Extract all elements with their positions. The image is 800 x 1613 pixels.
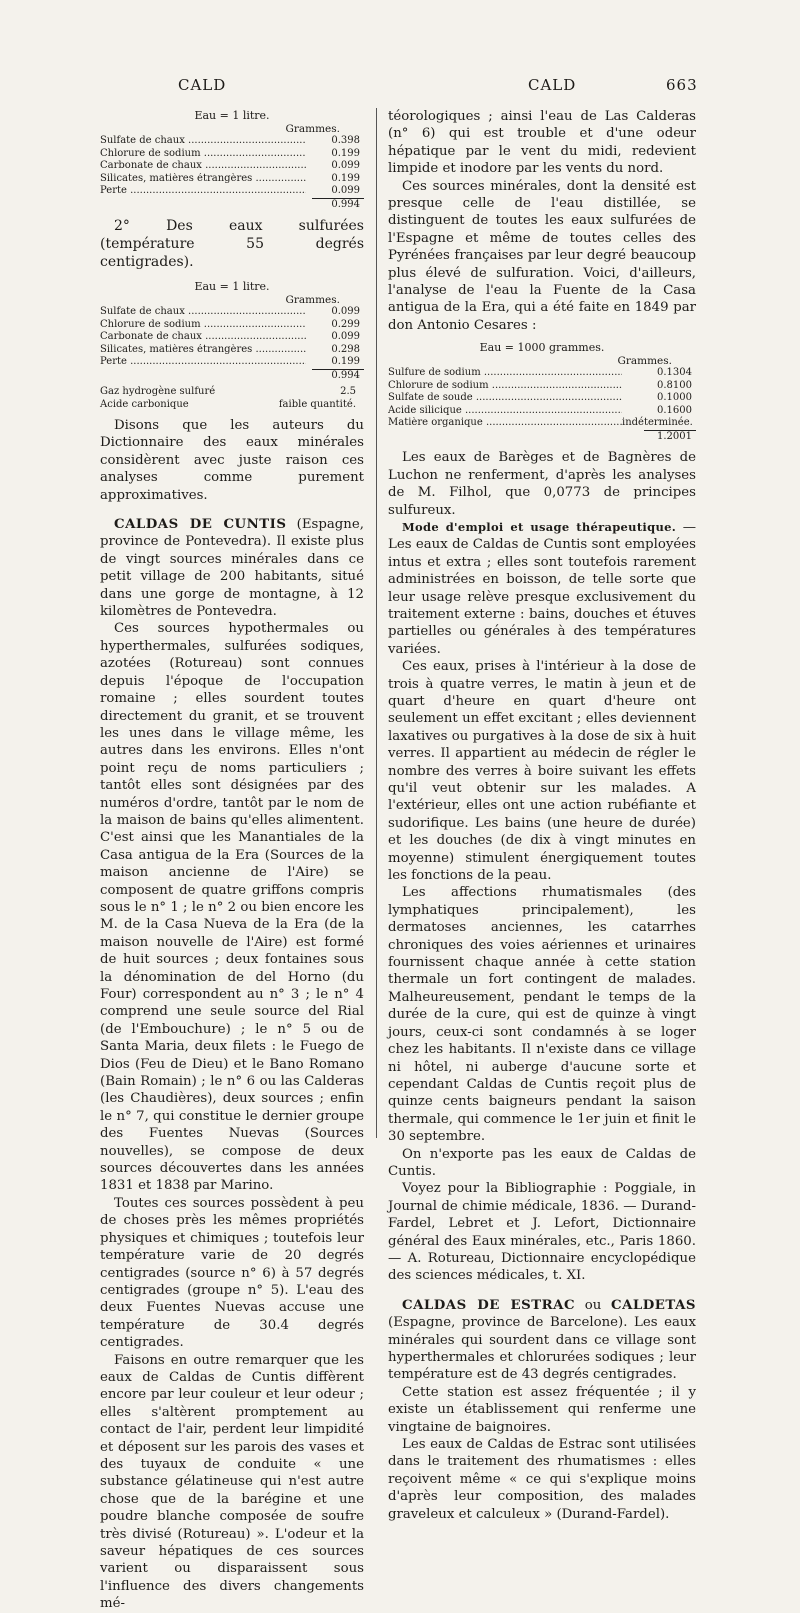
table-unit: Grammes. xyxy=(617,354,672,367)
table-row: Perte ..... 0.199 xyxy=(100,356,364,369)
table-row: Carbonate de chaux ..... 0.099 xyxy=(100,331,364,344)
page-number: 663 xyxy=(666,76,698,94)
table-row: Silicates, matières étrangères ..... 0.199 xyxy=(100,173,364,186)
table-row: Sulfate de soude ..... 0.1000 xyxy=(388,392,696,405)
paragraph-toutes: Toutes ces sources possèdent à peu de choses près les mêmes propriétés physiques et chimiques ; toutefois leur température varie de 20 degrés centigrades (source n° 6) à 57 degrés centigrades (groupe n° 5). L'eau des deux Fuentes Nuevas accuse une température de 30.4 degrés centigrades. xyxy=(100,1195,364,1351)
paragraph-estrac-intro: CALDAS DE ESTRAC ou CALDETAS (Espagne, province de Barcelone). Les eaux minérales qui sourdent dans ce village sont hyperthermales et chlorurées sodiques ; leur température est de 43 degrés centigrades. xyxy=(388,1297,697,1383)
table-row: Chlorure de sodium ..... 0.299 xyxy=(100,319,364,332)
paragraph-sulfurees: 2° Des eaux sulfurées (température 55 degrés centigrades). xyxy=(100,218,364,270)
table-row: Carbonate de chaux ..... 0.099 xyxy=(100,160,364,173)
analysis-table-2 xyxy=(100,281,364,411)
table-row: Perte ..... 0.099 xyxy=(100,185,364,198)
table-total: 1.2001 xyxy=(388,430,696,444)
paragraph-exporte: On n'exporte pas les eaux de Caldas de Cuntis. xyxy=(388,1146,696,1179)
paragraph-continuation: téorologiques ; ainsi l'eau de Las Calderas (n° 6) qui est trouble et d'une odeur hépatique par le vent du midi, redevient limpide et inodore par les vents du nord. xyxy=(388,109,696,177)
table-total: 0.994 xyxy=(100,198,364,212)
paragraph-faisons: Faisons en outre remarquer que les eaux de Caldas de Cuntis diffèrent encore par leur couleur et leur odeur ; elles s'altèrent promptement au contact de l'air, perdent leur limpidité et déposent sur les parois des vases et des tuyaux de conduite « une substance gélatineuse qui n'est autre chose que de la barégine et une poudre blanche composée de soufre très divisé (Rotureau) ». L'odeur et la saveur hépatiques de ces sources varient ou disparaissent sous l'influence des divers changements mé- xyxy=(100,1352,364,1612)
table-row: Sulfure de sodium ..... 0.1304 xyxy=(388,367,696,380)
paragraph-rhumatismes: Les eaux de Caldas de Estrac sont utilisées dans le traitement des rhumatismes : elles reçoivent même « ce qui s'explique moins d'après leur composition, des malades graveleux et calculeux » (Durand-Fardel). xyxy=(388,1437,696,1522)
table-row: Acide carbonique faible quantité. xyxy=(100,398,356,410)
entry-title-caldas-de-cuntis: CALDAS DE CUNTIS xyxy=(114,517,287,533)
paragraph-ces-eaux: Ces eaux, prises à l'intérieur à la dose de trois à quatre verres, le matin à jeun et de quart d'heure en quart d'heure ont seulement un effet excitant ; elles deviennent laxatives ou purgatives à la dose de six à huit verres. Il appartient au médecin de régler le nombre des verres à boire suivant les effets qu'il veut obtenir sur les malades. A l'extérieur, elles ont une action rubéfiante et sudorifique. Les bains (une heure de durée) et les douches (de dix à vingt minutes en moyenne) stimulent énergiquement toutes les fonctions de la peau. xyxy=(388,659,696,884)
paragraph-mode: Mode d'emploi et usage thérapeutique. — Les eaux de Caldas de Cuntis sont employées intus et extra ; elles sont toutefois rarement administrées en boisson, de telle sorte que leur usage relève presque exclusivement du traitement externe : bains, douches et étuves partielles ou générales à des températures variées. xyxy=(388,519,696,657)
table-row: Sulfate de chaux ..... 0.099 xyxy=(100,306,364,319)
table-row: Gaz hydrogène sulfuré 2.5 xyxy=(100,386,356,397)
table-unit: Grammes. xyxy=(285,122,340,135)
paragraph-ces-sources: Ces sources minérales, dont la densité est presque celle de l'eau distillée, se distinguent de toutes les eaux sulfurées de l'Espagne et même de toutes celles des Pyrénées françaises par leur degré beaucoup plus élevé de sulfuration. Voici, d'ailleurs, l'analyse de l'eau la Fuente de la Casa antigua de la Era, qui a été faite en 1849 par don Antonio Cesares : xyxy=(388,178,696,333)
table-row: Chlorure de sodium ..... 0.199 xyxy=(100,148,364,161)
table-row: Chlorure de sodium ..... 0.8100 xyxy=(388,380,696,393)
paragraph-affections: Les affections rhumatismales (des lymphatiques principalement), les dermatoses anciennes, les catarrhes chroniques des voies aériennes et urinaires fournissent chaque année à cette station thermale un fort contingent de malades. Malheureusement, pendant le temps de la durée de la cure, qui est de quinze à vingt jours, ceux-ci sont condamnés à se loger chez les habitants. Il n'existe dans ce village ni hôtel, ni auberge d'aucune sorte et cependant Caldas de Cuntis reçoit plus de quinze cents baigneurs pendant la saison thermale, qui commence le 1er juin et finit le 30 septembre. xyxy=(388,885,696,1145)
table-row: Sulfate de chaux ..... 0.398 xyxy=(100,135,364,148)
section-title-mode-emploi: Mode d'emploi et usage thérapeutique. xyxy=(402,519,677,534)
entry-title-caldas-de-estrac: CALDAS DE ESTRAC xyxy=(402,1297,576,1313)
table-heading: Eau = 1000 grammes. xyxy=(479,341,605,355)
left-column xyxy=(100,108,364,1613)
table-row: Acide silicique ..... 0.1600 xyxy=(388,405,696,418)
paragraph-station: Cette station est assez fréquentée ; il y existe un établissement qui renferme une vingtaine de baignoires. xyxy=(388,1384,696,1435)
table-heading: Eau = 1 litre. xyxy=(194,109,270,122)
paragraph-cuntis-intro: CALDAS DE CUNTIS (Espagne, province de Pontevedra). Il existe plus de vingt sources minérales dans ce petit village de 200 habitants, situé dans une gorge de montagne, à 12 kilomètres de Pontevedra. xyxy=(100,517,364,620)
running-head-left: CALD xyxy=(178,76,227,94)
table-unit: Grammes. xyxy=(285,293,340,306)
table-heading: Eau = 1 litre. xyxy=(194,280,270,293)
running-head-center: CALD xyxy=(528,76,577,94)
column-divider xyxy=(376,108,377,1138)
right-column xyxy=(388,108,696,1523)
entry-title-caldetas: CALDETAS xyxy=(611,1297,697,1313)
analysis-table-3 xyxy=(388,342,696,443)
table-total: 0.994 xyxy=(100,369,364,383)
paragraph-bibliographie: Voyez pour la Bibliographie : Poggiale, in Journal de chimie médicale, 1836. — Durand-Fardel, Lebret et J. Lefort, Dictionnaire général des Eaux minérales, etc., Paris 1860. — A. Rotureau, Dictionnaire encyclopédique des sciences médicales, t. XI. xyxy=(388,1181,696,1284)
paragraph-disons: Disons que les auteurs du Dictionnaire des eaux minérales considèrent avec juste raison ces analyses comme purement approximatives. xyxy=(100,418,364,503)
table-row: Matière organique ..... indéterminée. xyxy=(388,417,696,430)
analysis-table-1 xyxy=(100,110,364,211)
paragraph-bareges: Les eaux de Barèges et de Bagnères de Luchon ne renferment, d'après les analyses de M. Filhol, que 0,0773 de principes sulfureux. xyxy=(388,450,696,518)
table-row: Silicates, matières étrangères ..... 0.298 xyxy=(100,344,364,357)
paragraph-sources: Ces sources hypothermales ou hyperthermales, sulfurées sodiques, azotées (Rotureau) sont connues depuis l'époque de l'occupation romaine ; elles sourdent toutes directement du granit, et se trouvent les unes dans le village même, les autres dans les environs. Elles n'ont point reçu de noms particuliers ; tantôt elles sont désignées par des numéros d'ordre, tantôt par le nom de la maison de bains qu'elles alimentent. C'est ainsi que les Manantiales de la Casa antigua de la Era (Sources de la maison ancienne de l'Aire) se composent de quatre griffons compris sous le n° 1 ; le n° 2 ou bien encore les M. de la Casa Nueva de la Era (de la maison nouvelle de l'Aire) est formé de huit sources ; deux fontaines sous la dénomination de del Horno (du Four) correspondent au n° 3 ; le n° 4 comprend une seule source del Rial (de l'Embouchure) ; le n° 5 ou de Santa Maria, deux filets : le Fuego de Dios (Feu de Dieu) et le Bano Romano (Bain Romain) ; le n° 6 ou las Calderas (les Chaudières), deux sources ; enfin le n° 7, qui constitue le dernier groupe des Fuentes Nuevas (Sources nouvelles), se compose de deux sources découvertes dans les années 1831 et 1838 par Marino. xyxy=(100,621,364,1194)
